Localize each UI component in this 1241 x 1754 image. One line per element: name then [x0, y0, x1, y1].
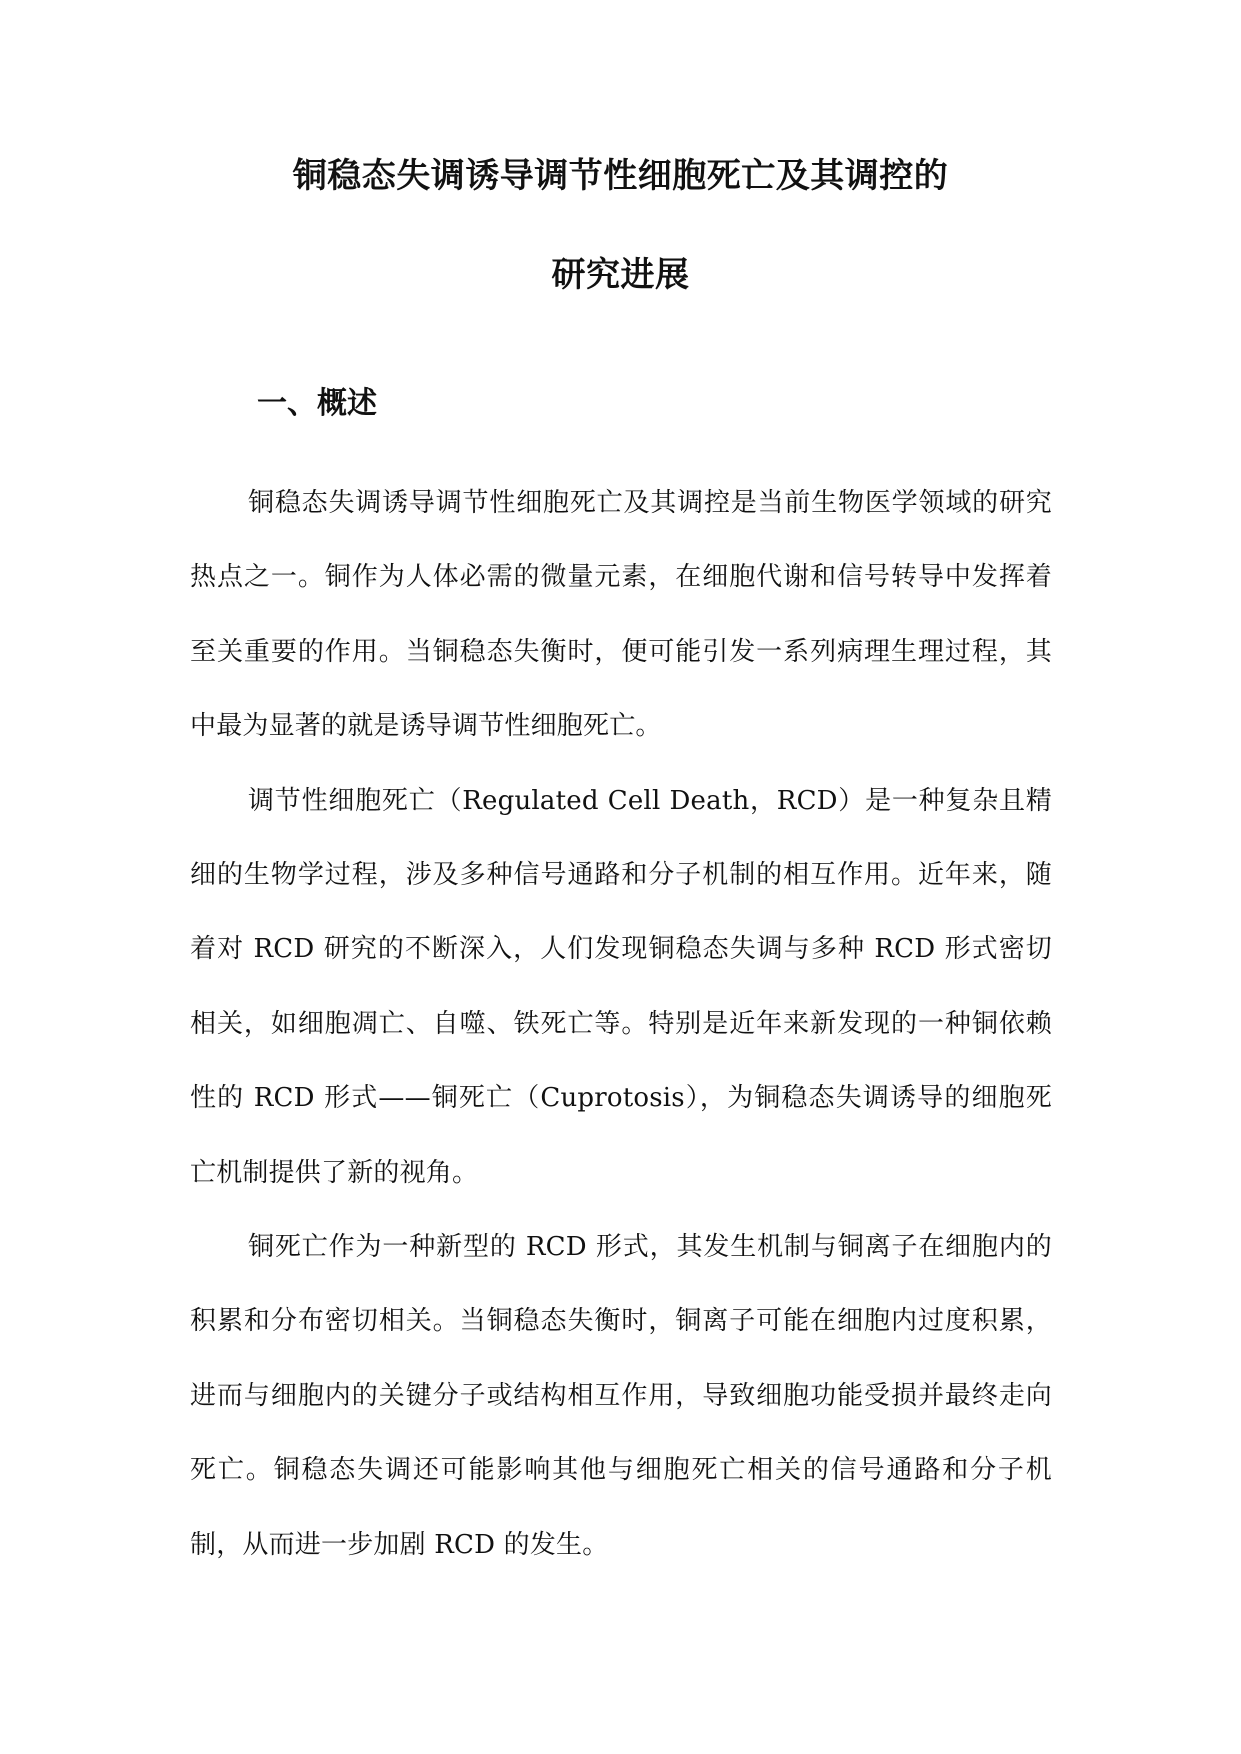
document-title-line-2: 研究进展 — [551, 255, 690, 295]
paragraph-1: 铜稳态失调诱导调节性细胞死亡及其调控是当前生物医学领域的研究热点之一。铜作为人体必需的微量元素，在细胞代谢和信号转导中发挥着至关重要的作用。当铜稳态失衡时，便可能引发一系列病理生理过程，其中最为显著的就是诱导调节性细胞死亡。 — [190, 488, 1052, 742]
document-body — [190, 466, 1052, 1582]
paragraph-2: 调节性细胞死亡（Regulated Cell Death，RCD）是一种复杂且精细的生物学过程，涉及多种信号通路和分子机制的相互作用。近年来，随着对 RCD 研究的不断深入，人们发现铜稳态失调与多种 RCD 形式密切相关，如细胞凋亡、自噬、铁死亡等。特别是近年来新发现的一种铜依赖性的 RCD 形式——铜死亡（Cuprotosis），为铜稳态失调诱导的细胞死亡机制提供了新的视角。 — [190, 785, 1052, 1188]
paragraph-3: 铜死亡作为一种新型的 RCD 形式，其发生机制与铜离子在细胞内的积累和分布密切相关。当铜稳态失衡时，铜离子可能在细胞内过度积累，进而与细胞内的关键分子或结构相互作用，导致细胞功能受损并最终走向死亡。铜稳态失调还可能影响其他与细胞死亡相关的信号通路和分子机制，从而进一步加剧 RCD 的发生。 — [190, 1232, 1052, 1560]
document-title-line-1: 铜稳态失调诱导调节性细胞死亡及其调控的 — [292, 156, 949, 196]
section-heading-overview: 一、概述 — [257, 386, 377, 421]
